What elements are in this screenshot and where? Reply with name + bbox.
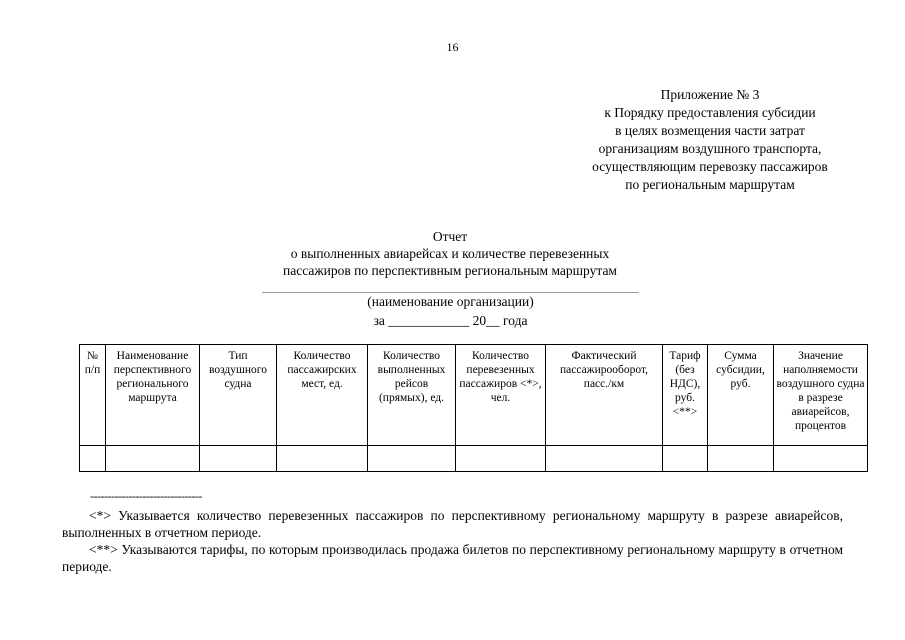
col-header-seats: Количество пассажирских мест, ед. (277, 345, 368, 446)
footnote-separator: -------------------------------- (90, 489, 202, 503)
appendix-line: к Порядку предоставления субсидии (604, 105, 816, 120)
col-header-flights: Количество выполненных рейсов (прямых), ед. (368, 345, 456, 446)
appendix-line: в целях возмещения части затрат (615, 123, 805, 138)
footnote-single-asterisk: <*> Указывается количество перевезенных пассажиров по перспективному региональному маршруту в разрезе авиарейсов, выполненных в отчетном периоде. (62, 508, 843, 540)
appendix-line: организациям воздушного транспорта, (598, 141, 822, 156)
col-header-subsidy-amount: Сумма субсидии, руб. (708, 345, 774, 446)
appendix-line: по региональным маршрутам (625, 177, 795, 192)
report-title-line: Отчет (432, 229, 468, 244)
organization-caption: (наименование организации) (367, 294, 534, 309)
table-cell (277, 446, 368, 472)
organization-name-line (262, 292, 639, 293)
col-header-passengers: Количество перевезенных пассажиров <*>, чел. (456, 345, 546, 446)
col-header-tariff: Тариф (без НДС), руб. <**> (663, 345, 708, 446)
page-number: 16 (446, 40, 459, 54)
table-cell (708, 446, 774, 472)
table-cell (774, 446, 868, 472)
appendix-line: осуществляющим перевозку пассажиров (592, 159, 828, 174)
table-row (80, 446, 868, 472)
col-header-passenger-turnover: Фактический пассажирооборот, пасс./км (546, 345, 663, 446)
table-cell (106, 446, 200, 472)
table-cell (200, 446, 277, 472)
table-cell (546, 446, 663, 472)
footnote-double-asterisk: <**> Указываются тарифы, по которым производилась продажа билетов по перспективному региональному маршруту в отчетном периоде. (62, 542, 843, 574)
appendix-line: Приложение № 3 (660, 87, 760, 102)
col-header-number: № п/п (80, 345, 106, 446)
table-cell (80, 446, 106, 472)
table-cell (368, 446, 456, 472)
col-header-aircraft-type: Тип воздушного судна (200, 345, 277, 446)
report-title (200, 228, 700, 279)
report-title-line: пассажиров по перспективным региональным маршрутам (283, 263, 617, 278)
col-header-load-factor: Значение наполняемости воздушного судна в разрезе авиарейсов, процентов (774, 345, 868, 446)
report-period: за ____________ 20__ года (373, 313, 528, 328)
col-header-route-name: Наименование перспективного регионального маршрута (106, 345, 200, 446)
appendix-header (540, 86, 880, 194)
report-title-line: о выполненных авиарейсах и количестве перевезенных (290, 246, 610, 261)
table-header-row (80, 345, 868, 446)
report-table (79, 344, 868, 472)
table-cell (456, 446, 546, 472)
table-cell (663, 446, 708, 472)
